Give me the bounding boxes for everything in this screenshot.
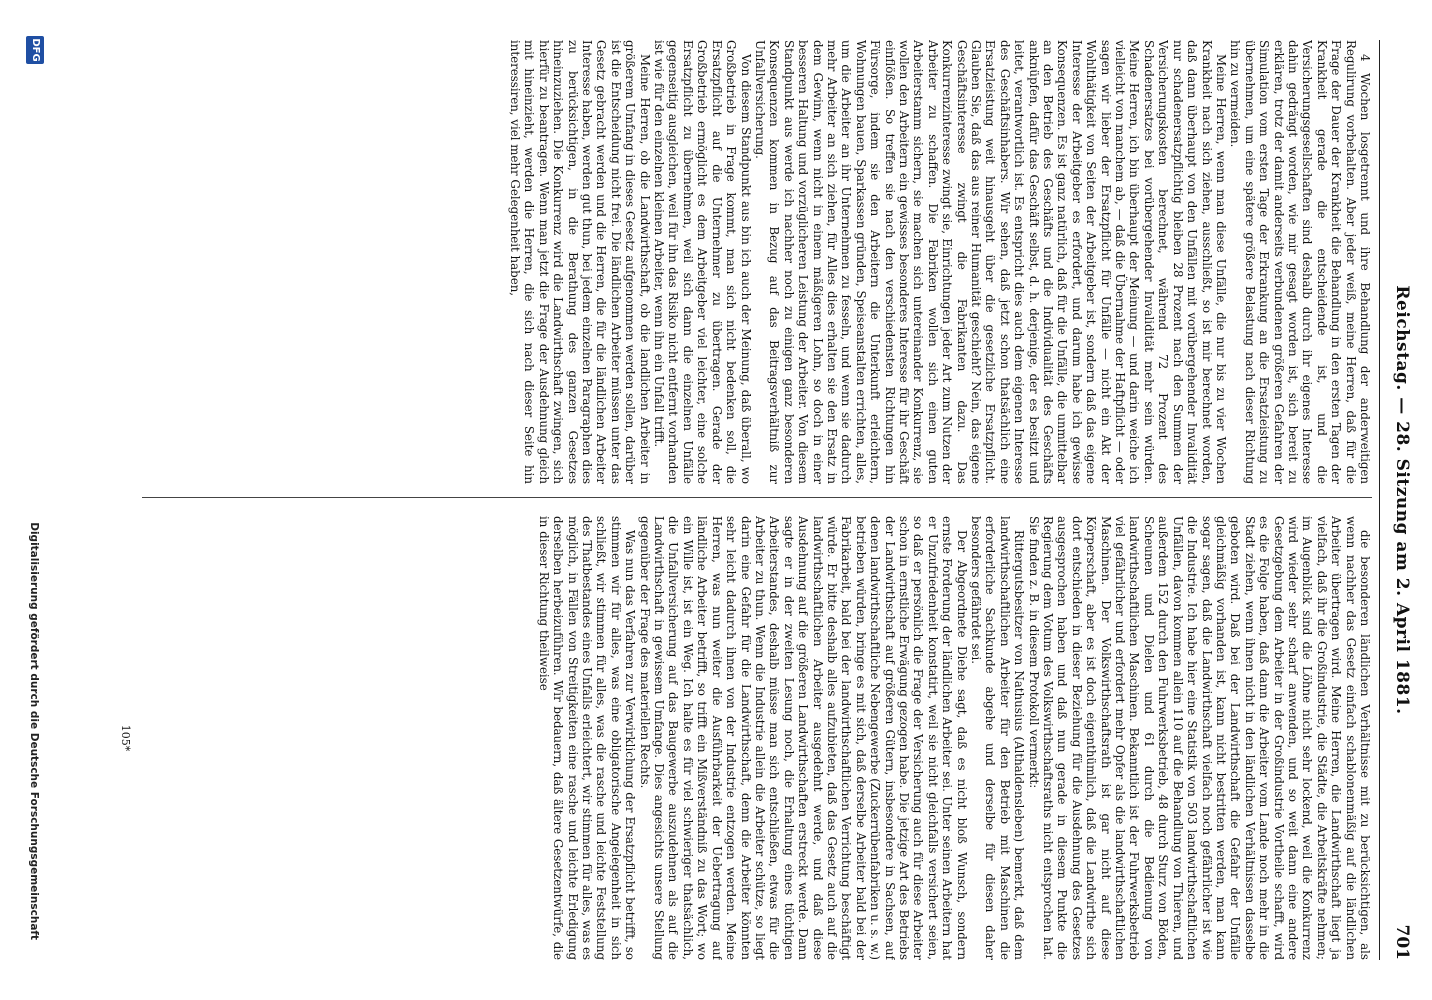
paragraph: die besonderen ländlichen Verhältnisse mit zu berücksichtigen, als wenn nachher das Gesetz einfach schablonenmäßig auf die ländlichen Arbeiter übertragen wird. Meine Herren, die Landwirthschaft liegt ja vielfach, daß ihr die Großindustrie, die Städte, die Arbeitskräfte nehmen; im Augenblick sind die Löhne nicht sehr lockend, weil die Konkurrenz wird wieder sehr scharf anwenden, und so weit dann eine andere Gesetzgebung dem Arbeiter in der Großindustrie Vortheile schafft, wird es die Folge haben, daß dann die Arbeiter vom Lande noch mehr in die Stadt ziehen, wenn ihnen nicht in den ländlichen Verhältnissen dasselbe geboten wird. Daß bei der Landwirthschaft die Gefahr der Unfälle gleichmäßig vorhanden ist, kann nicht bestritten werden, man kann sogar sagen, daß die Landwirthschaft vielfach noch gefährlicher ist wie die Industrie. Ich habe hier eine Statistik von 503 landwirthschaftlichen Unfällen, davon kommen allein 110 auf die Behandlung von Thieren, und außerdem 152 durch den Fuhrwerksbetrieb, 48 durch Sturz von Böden, Scheunen und Dielen und 61 durch die Bedienung von landwirthschaftlichen Maschinen. Bekanntlich ist der Fuhrwerksbetrieb viel gefährlicher und erfordert mehr Opfer als die landwirthschaftlichen Maschinen. Der Volkswirthschaftsrath ist gar nicht auf diese Körperschaft, aber es ist doch eigenthümlich, daß die Landwirthe sich dort entschieden in dieser Beziehung für die Ausdehnung des Gesetzes ausgesprochen haben und daß nun gerade in diesem Punkte die Regierung dem Votum des Volkswirthschaftsraths nicht entsprochen hat. Sie finden z. B. in diesem Protokoll vermerkt: — [1026, 516, 1372, 960]
signature-mark: 105* — [119, 724, 132, 752]
left-column — [142, 40, 1372, 484]
page-number: 701 — [1392, 924, 1412, 960]
right-column — [142, 516, 1372, 960]
funding-note: Digitalisierung gefördert durch die Deutsche Forschungsgemeinschaft — [28, 522, 40, 940]
paragraph: Von diesem Standpunkt aus bin ich auch der Meinung, daß überall, wo Großbetrieb in Frage kommt, man sich nicht bedenken soll, die Ersatzpflicht auf die Unternehmer zu übertragen. Gerade der Großbetrieb ermöglicht es dem Arbeitgeber viel leichter, eine solche Ersatzpflicht zu übernehmen, weil sich dann die einzelnen Unfälle gegenseitig ausgleichen, weil für ihn das Risiko nicht entfernt vorhanden ist wie für den einzelnen kleinen Arbeiter, wenn ihn ein Unfall trifft. — [652, 40, 753, 484]
paragraph: Meine Herren, wenn man diese Unfälle, die nur bis zu vier Wochen Krankheit nach sich ziehen, ausschließt, so ist mir berechnet worden, daß dann überhaupt von den Unfällen mit vorübergehender Invalidität nur schadenersatzpflichtig bleiben 28 Prozent nach den Summen der Versicherungskosten berechnet, während 72 Prozent des Schadenersatzes bei vorübergehender Invalidität mehr sein würden. Meine Herren, ich bin überhaupt der Meinung — und darin weiche ich vielleicht von manchem ab, — daß die Übernahme der Haftpflicht — oder sagen wir lieber der Ersatzpflicht für Unfälle — nicht ein Akt der Wohlthätigkeit von Seiten der Arbeitgeber ist, sondern daß das eigene Interesse der Arbeitgeber es erfordert, und darum habe ich gewisse Konsequenzen. Es ist ganz natürlich, daß für die Unfälle, die unmittelbar an den Betrieb des Geschäfts und die Individualität des Geschäfts anknüpfen, dafür das Geschäft selbst, d. h. derjenige, der es besitzt und leitet, verantwortlich ist. Es entspricht dies auch dem eigenen Interesse des Geschäftsinhabers. Wir sehen, daß jetzt schon thatsächlich eine Ersatzleistung weit hinausgeht über die gesetzliche Ersatzpflicht. Glauben Sie, daß das aus reiner Humanität geschieht? Nein, das eigene Geschäftsinteresse zwingt die Fabrikanten dazu. Das Konkurrenzinteresse zwingt sie, Einrichtungen jeder Art zum Nutzen der Arbeiter zu schaffen. Die Fabriken wollen sich einen guten Arbeiterstamm sichern, sie machen sich untereinander Konkurrenz, sie wollen den Arbeitern ein gewisses besonderes Interesse für ihr Geschäft einflößen. So treffen sie nach den verschiedensten Richtungen hin Fürsorge, indem sie den Arbeitern die Unterkunft erleichtern, Wohnungen bauen, Sparkassen gründen, Speiseanstalten errichten, alles, um die Arbeiter an ihr Unternehmen zu fesseln, und wenn sie dadurch mehr Arbeiter an sich ziehen, für Alles dies erhalten sie den Ersatz in dem Gewinn, wenn nicht in einem mäßigeren Lohn, so doch in einer besseren Haltung und vorzüglicheren Leistung der Arbeiter. Von diesem Standpunkt aus werde ich nachher noch zu einigen ganz besonderen Konsequenzen kommen in Bezug auf das Beitragsverhältniß zur Unfallversicherung. — [752, 40, 1228, 484]
paragraph: Was nun das Verfahren zur Verwirklichung der Ersatzpflicht betrifft, so stimmen wir für alles, was eine obligatorische Angelegenheit in sich schließt, wir stimmen für alles, was die rasche und leichte Feststellung des Thatbestandes eines Unfalls erleichtert, wir stimmen für alles, was es möglich, in Fällen von Streitigkeiten eine rasche und leichte Erledigung derselben herbeizuführen. Wir bedauern, daß ältere Gesetzentwürfe, die in dieser Richtung theilweise — [536, 516, 638, 960]
paragraph: Der Abgeordnete Diehe sagt, daß es nicht bloß Wunsch, sondern ernste Forderung der ländlichen Arbeiter sei. Unter seinen Arbeitern hat er Unzufriedenheit konstatirt, weil sie nicht gleichfalls versichert seien, so daß er persönlich die Frage der Versicherung auch für diese Arbeiter schon in ernstliche Erwägung gezogen habe. Die jetzige Art des Betriebs der Landwirthschaft auf größeren Gütern, insbesondere in Sachsen, auf denen landwirthschaftliche Nebengewerbe (Zuckerrübenfabriken u. s. w.) betrieben würden, bringe es mit sich, daß derselbe Arbeiter bald bei der Fabrikarbeit, bald bei der landwirthschaftlichen Verrichtung beschäftigt würde. Er bitte deshalb alles aufzubieten, daß das Gesetz auch auf die landwirthschaftlichen Arbeiter ausgedehnt werde, und daß diese Ausdehnung auf die größeren Landwirthschaften erstreckt werde. Dann sagte er in der zweiten Lesung noch, die Erhaltung eines tüchtigen Arbeiterstandes, deshalb müsse man sich entschließen, etwas für die Arbeiter zu thun. Wenn die Industrie allein die Arbeiter schütze, so liegt darin eine Gefahr für die Landwirthschaft, denn die Arbeiter könnten sehr leicht dadurch ihnen von der Industrie entzogen werden. Meine Herren, was nun weiter die Ausführbarkeit der Uebertragung auf ländliche Arbeiter betrifft, so trifft ein Mißverständniß zu das Wort; wo ein Wille ist, ist ein Weg. Ich halte es für viel schwieriger thatsächlich, die Unfallversicherung auf das Baugewerbe auszudehnen als auf die Landwirthschaft in gewissem Umfange. Dies angesichts unsere Stellung gegenüber der Frage des materiellen Rechts. — [637, 516, 969, 960]
header-rule — [1379, 40, 1380, 960]
page-header — [1382, 40, 1416, 960]
quoted-paragraph: Rittergutsbesitzer von Nathusius (Althaldensleben) bemerkt, daß dem landwirthschaftlichen Arbeiter für den Betrieb mit Maschinen die erforderliche Sachkunde abgehe und derselbe für diesen daher besonders gefährdet sei. — [969, 516, 1027, 960]
paragraph: Meine Herren, ob die Landwirthschaft, ob die landlichen Arbeiter in größerem Umfang in dieses Gesetz aufgenommen werden sollen, darüber ist die Entscheidung nicht frei. Die ländlichen Arbeiter müssen unter das Gesetz gebracht werden und die Herren, die für die ländlichen Arbeiter Interesse haben, werden gut thun, bei jedem einzelnen Paragraphen dies zu berücksichtigen, in die Berathung des ganzen Gesetzes hineinzuziehen. Die Konkurrenz wird die Landwirthschaft zwingen, sich hierfür zu beantragen. Wenn man jetzt die Frage der Ausdehnung gleich mit hineinzieht, werden die Herren, die sich nach dieser Seite hin interessiren, viel mehr Gelegenheit haben, — [508, 40, 652, 484]
page-title: Reichstag. — 28. Sitzung am 2. April 1881. — [1392, 285, 1412, 715]
paragraph: 4 Wochen losgetrennt und ihre Behandlung der anderweitigen Regulirung vorbehalten. Aber jeder weiß, meine Herren, daß für die Frage der Dauer der Krankheit die Behandlung in den ersten Tagen der Krankheit gerade die entscheidende ist, und die Versicherungsgesellschaften sind deshalb durch ihr eigenes Interesse dahin gedrängt worden, wie mir gesagt worden ist, sich bereit zu erklären, trotz der damit anderseits verbundenen größeren Gefahren der Simulation vom ersten Tage der Erkrankung an die Ersatzleistung zu übernehmen, um eine spätere größere Belastung nach dieser Richtung hin zu vermeiden. — [1228, 40, 1372, 484]
column-divider — [142, 497, 1372, 498]
dfg-logo: DFG — [26, 36, 44, 64]
